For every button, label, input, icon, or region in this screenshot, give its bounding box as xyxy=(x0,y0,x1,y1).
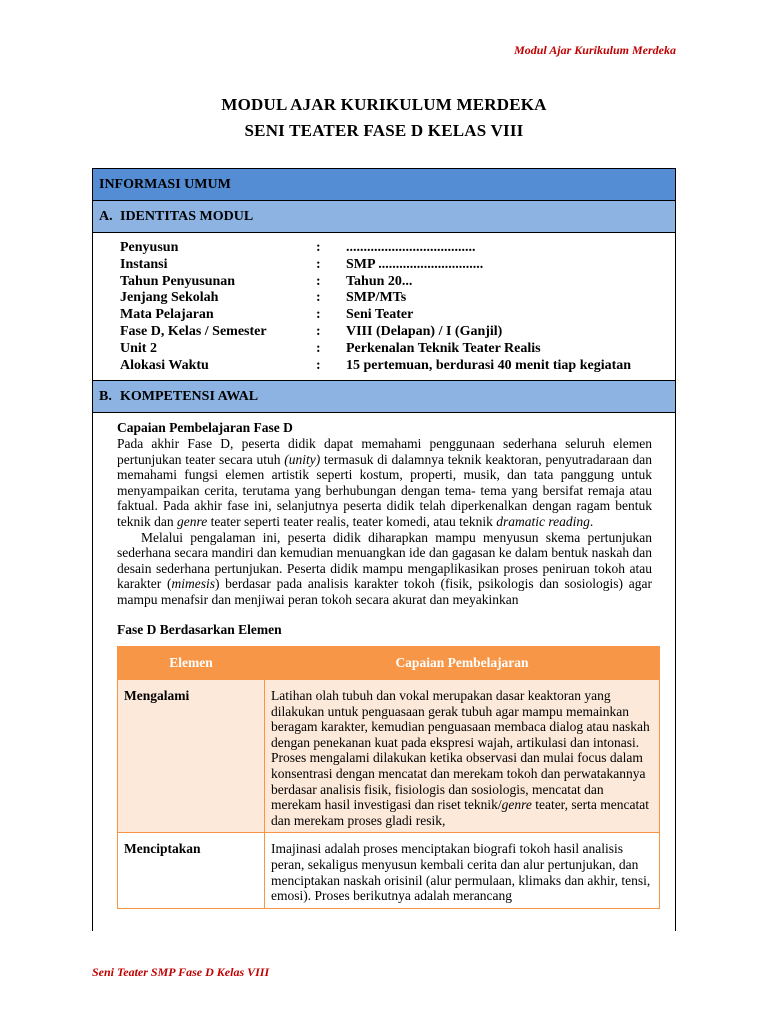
column-header-elemen: Elemen xyxy=(118,647,265,680)
running-footer: Seni Teater SMP Fase D Kelas VIII xyxy=(92,965,270,979)
section-label: KOMPETENSI AWAL xyxy=(120,389,259,405)
identitas-row xyxy=(120,274,675,291)
table-header-row xyxy=(118,647,660,680)
identitas-colon: : xyxy=(316,256,321,272)
section-informasi-umum: INFORMASI UMUM xyxy=(93,169,675,201)
identitas-row xyxy=(120,257,675,274)
identitas-colon: : xyxy=(316,273,321,289)
section-letter: B. xyxy=(99,389,112,405)
identitas-row xyxy=(120,358,675,375)
identitas-label: Penyusun xyxy=(120,240,179,255)
italic-run: genre xyxy=(501,797,532,813)
identitas-colon: : xyxy=(316,240,321,255)
identitas-value: Perkenalan Teknik Teater Realis xyxy=(346,340,541,356)
kompetensi-body xyxy=(93,413,675,908)
text-run: Latihan olah tubuh dan vokal merupakan dasar keaktoran yang dilakukan untuk penguasaan gerak tubuh agar mampu memainkan beragam karakter, kemudian penguasaan membaca dialog atau naskah dengan penekanan kuat pada ekspresi wajah, artikulasi dan intonasi. Proses mengalami dilakukan ketika observasi dan mulai focus dalam konsentrasi dengan mencatat dan merekam tokoh dan perwatakannya berdasar analisis fisik, fisiologis dan sosiologis, mencatat dan merekam hasil investigasi dan riset teknik/ xyxy=(271,688,650,813)
module-frame xyxy=(92,168,676,931)
text-run: teater seperti teater realis, teater komedi, atau teknik xyxy=(207,513,497,529)
table-row xyxy=(118,833,660,908)
section-identitas-modul xyxy=(93,201,675,233)
italic-run: mimesis xyxy=(171,576,215,592)
identitas-row xyxy=(120,240,675,257)
identitas-label: Jenjang Sekolah xyxy=(120,290,219,306)
italic-run: dramatic reading xyxy=(496,513,590,529)
identitas-colon: : xyxy=(316,357,321,373)
elemen-name: Mengalami xyxy=(118,680,265,833)
running-header: Modul Ajar Kurikulum Merdeka xyxy=(514,43,676,57)
identitas-colon: : xyxy=(316,340,321,356)
identitas-value: VIII (Delapan) / I (Ganjil) xyxy=(346,323,503,339)
text-run: termasuk di dalamnya teknik keaktoran, penyutradaraan dan memahami fungsi elemen artistik seperti kostum, properti, musik, dan tata panggung untuk menyampaikan cerita, terutama yang berhubungan dengan tema- tema yang bersifat remaja atau faktual. Pada akhir fase ini, selanjutnya peserta didik telah diperkenalkan dengan ragam bentuk teknik dan xyxy=(117,451,652,529)
title-line-2: SENI TEATER FASE D KELAS VIII xyxy=(244,121,524,140)
elemen-heading: Fase D Berdasarkan Elemen xyxy=(117,621,282,637)
capaian-heading: Capaian Pembelajaran Fase D xyxy=(117,420,293,436)
identitas-colon: : xyxy=(316,290,321,306)
identitas-value: Seni Teater xyxy=(346,307,414,323)
identitas-value: SMP .............................. xyxy=(346,256,484,272)
elemen-description: Imajinasi adalah proses menciptakan biografi tokoh hasil analisis peran, sekaligus menyusun kembali cerita dan alur pertunjukan, dan menciptakan naskah orisinil (alur permulaan, klimaks dan akhir, tensi, emosi). Proses berikutnya adalah merancang xyxy=(265,833,660,908)
capaian-paragraph-2 xyxy=(117,530,652,608)
text-run: Pada akhir Fase D, peserta didik dapat memahami penggunaan sederhana seluruh elemen pertunjukan teater secara utuh xyxy=(117,435,652,467)
identitas-row xyxy=(120,341,675,358)
elemen-name: Menciptakan xyxy=(118,833,265,908)
text-run: ) berdasar pada analisis karakter tokoh (fisik, psikologis dan sosiologis) agar mampu menafsir dan menjiwai peran tokoh secara akurat dan meyakinkan xyxy=(117,576,652,607)
identitas-label: Unit 2 xyxy=(120,340,157,356)
column-header-capaian: Capaian Pembelajaran xyxy=(265,647,660,680)
identitas-colon: : xyxy=(316,323,321,339)
section-letter: A. xyxy=(99,209,113,224)
table-row xyxy=(118,680,660,833)
identitas-label: Fase D, Kelas / Semester xyxy=(120,323,267,339)
title-line-1: MODUL AJAR KURIKULUM MERDEKA xyxy=(221,95,547,114)
italic-run: genre xyxy=(177,513,208,529)
identitas-row xyxy=(120,307,675,324)
elemen-description xyxy=(265,680,660,833)
identitas-label: Tahun Penyusunan xyxy=(120,273,236,289)
identitas-value: ..................................... xyxy=(346,240,476,255)
identitas-value: 15 pertemuan, berdurasi 40 menit tiap kegiatan xyxy=(346,357,632,373)
identitas-list xyxy=(93,233,675,381)
identitas-label: Mata Pelajaran xyxy=(120,307,214,323)
document-title xyxy=(0,92,768,144)
identitas-row xyxy=(120,324,675,341)
capaian-table xyxy=(117,646,660,909)
identitas-value: Tahun 20... xyxy=(346,273,413,289)
text-run: . xyxy=(589,513,594,529)
capaian-paragraph-1 xyxy=(117,436,652,530)
section-kompetensi-awal xyxy=(93,381,675,413)
identitas-label: Instansi xyxy=(120,256,168,272)
identitas-label: Alokasi Waktu xyxy=(120,357,209,373)
section-label: IDENTITAS MODUL xyxy=(120,209,254,224)
text-run: teater, serta mencatat dan merekam proses gladi resik, xyxy=(271,797,649,828)
italic-run: (unity) xyxy=(284,451,321,467)
identitas-row xyxy=(120,290,675,307)
identitas-colon: : xyxy=(316,307,321,323)
identitas-value: SMP/MTs xyxy=(346,290,407,306)
text-run: Melalui pengalaman ini, peserta didik diharapkan mampu menyusun skema pertunjukan sederhana secara mandiri dan kemudian menuangkan ide dan gagasan ke dalam bentuk naskah dan desain sederhana pertunjukan. Peserta didik mampu mengaplikasikan proses peniruan tokoh atau karakter ( xyxy=(117,529,652,592)
